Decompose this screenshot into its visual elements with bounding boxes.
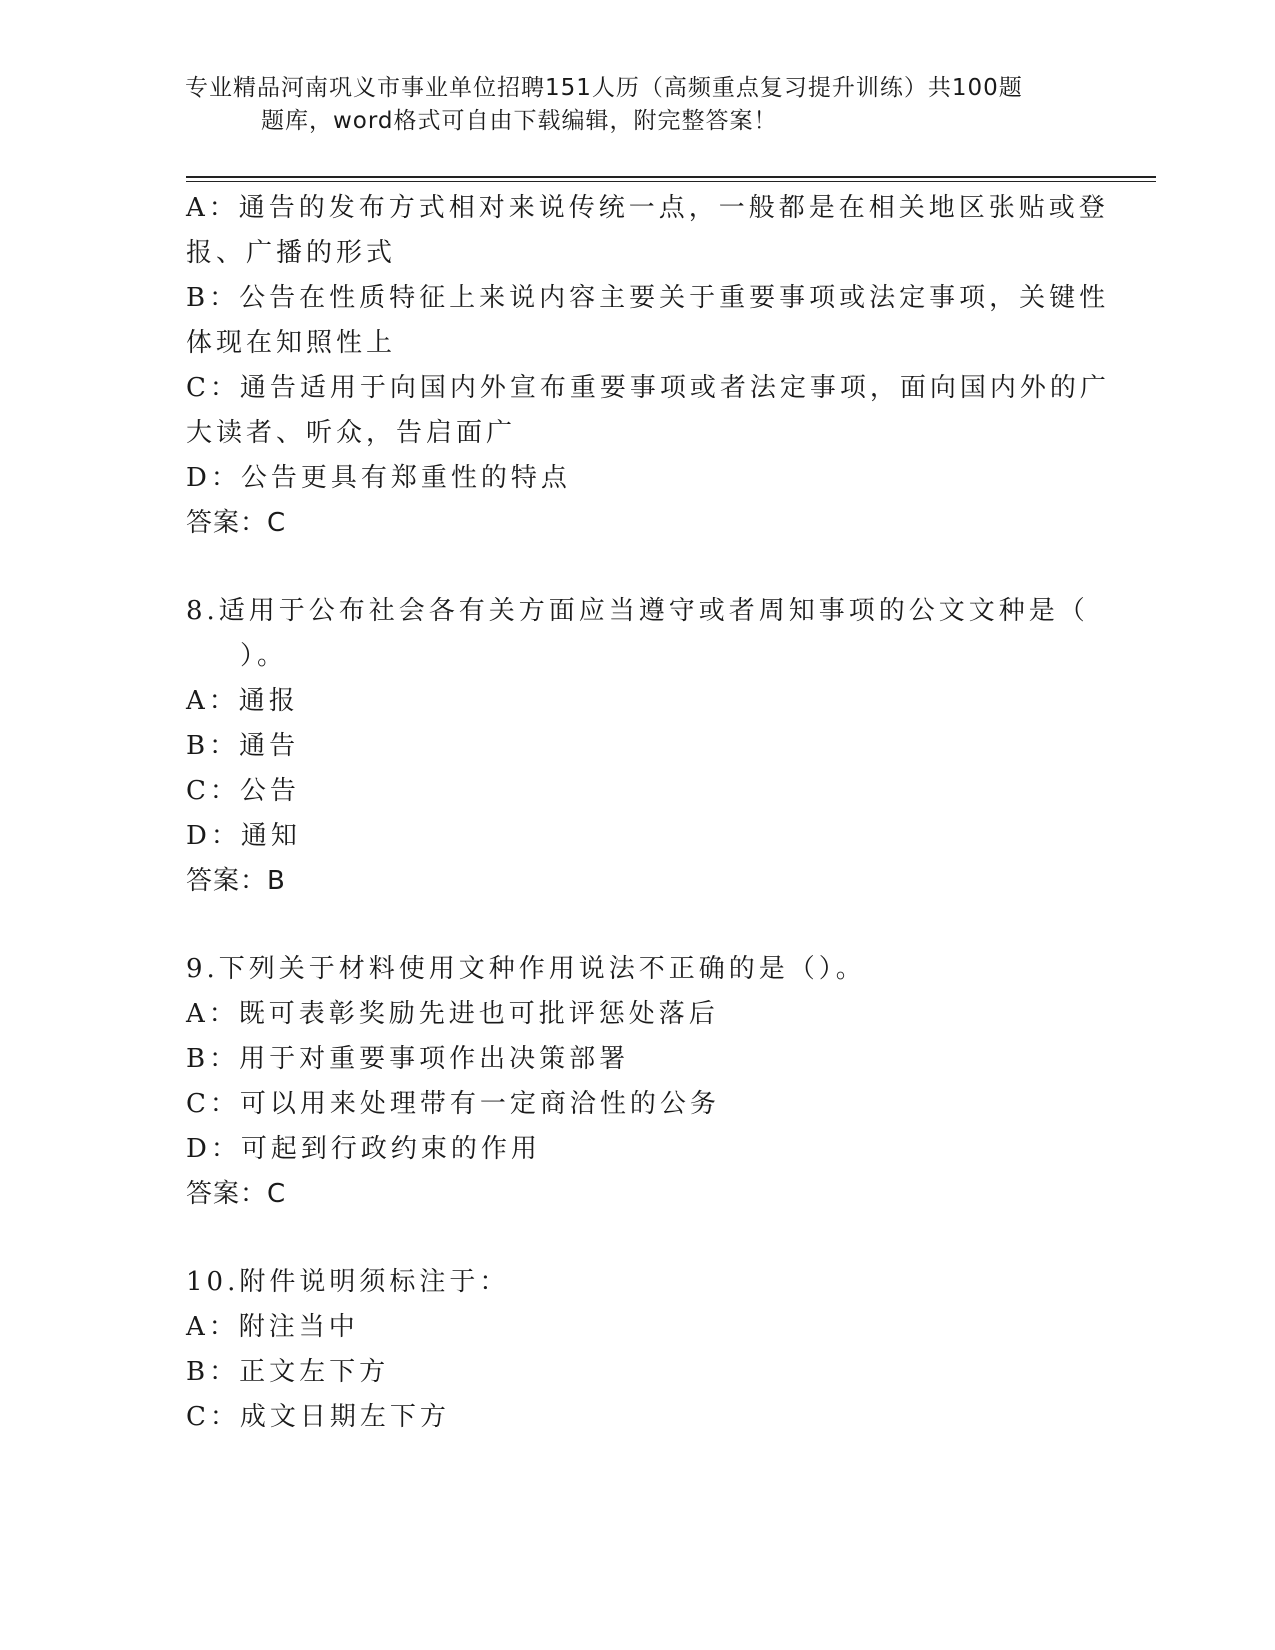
q10-question: 10.附件说明须标注于：	[186, 1267, 510, 1297]
spacer	[186, 546, 1086, 589]
question-7-block	[186, 186, 1110, 546]
q8-option-b: B：通告	[186, 731, 300, 761]
q7-option-c-line2: 大读者、听众，告启面广	[186, 418, 517, 448]
q10-option-c: C：成文日期左下方	[186, 1402, 450, 1432]
q7-option-d: D：公告更具有郑重性的特点	[186, 463, 571, 493]
question-8-block	[186, 589, 1089, 904]
q8-option-d: D：通知	[186, 821, 301, 851]
question-10-block	[186, 1260, 1086, 1440]
question-9-block	[186, 947, 1086, 1217]
q9-question: 9.下列关于材料使用文种作用说法不正确的是（）。	[186, 954, 866, 984]
header-divider-thick	[186, 176, 1156, 178]
q8-option-a: A：通报	[186, 686, 299, 716]
q9-option-b: B：用于对重要事项作出决策部署	[186, 1044, 630, 1074]
q9-answer: 答案：C	[186, 1179, 287, 1209]
q8-answer: 答案：B	[186, 866, 286, 896]
q7-option-a-line1: A：通告的发布方式相对来说传统一点，一般都是在相关地区张贴或登	[186, 193, 1109, 223]
document-header	[185, 72, 1065, 138]
q9-option-a: A：既可表彰奖励先进也可批评惩处落后	[186, 999, 719, 1029]
header-title-line1: 专业精品河南巩义市事业单位招聘151人历（高频重点复习提升训练）共100题	[185, 75, 1023, 101]
spacer	[186, 904, 1086, 947]
q8-option-c: C：公告	[186, 776, 300, 806]
q9-option-d: D：可起到行政约束的作用	[186, 1134, 541, 1164]
q7-option-b-line2: 体现在知照性上	[186, 328, 397, 358]
header-title-line2: 题库，word格式可自由下载编辑，附完整答案！	[261, 108, 778, 134]
question-content	[186, 186, 1110, 1440]
q7-option-a-line2: 报、广播的形式	[186, 238, 397, 268]
q10-option-a: A：附注当中	[186, 1312, 359, 1342]
q7-answer: 答案：C	[186, 508, 287, 538]
q7-option-b-line1: B：公告在性质特征上来说内容主要关于重要事项或法定事项，关键性	[186, 283, 1110, 313]
q7-option-c-line1: C：通告适用于向国内外宣布重要事项或者法定事项，面向国内外的广	[186, 373, 1110, 403]
header-divider-thin	[186, 181, 1156, 182]
spacer	[186, 1217, 1086, 1260]
q8-question-line2: ）。	[240, 641, 288, 671]
q8-question-line1: 8.适用于公布社会各有关方面应当遵守或者周知事项的公文文种是（	[186, 596, 1089, 626]
q9-option-c: C：可以用来处理带有一定商洽性的公务	[186, 1089, 720, 1119]
q10-option-b: B：正文左下方	[186, 1357, 390, 1387]
